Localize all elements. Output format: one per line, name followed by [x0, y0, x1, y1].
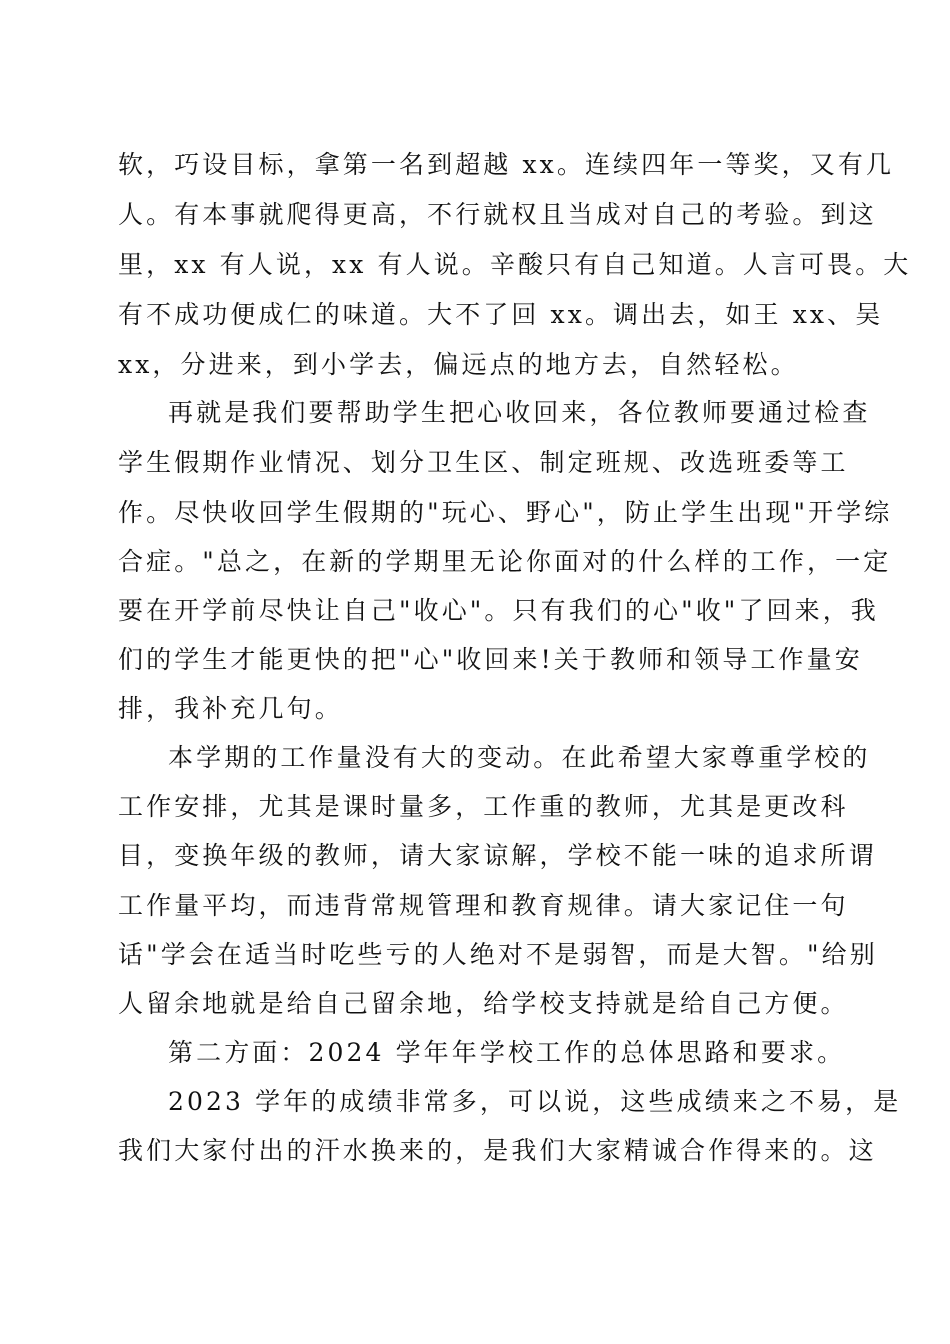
- text-line: 人留余地就是给自己留余地，给学校支持就是给自己方便。: [118, 989, 849, 1018]
- text-line: 人。有本事就爬得更高，不行就权且当成对自己的考验。到这: [118, 200, 877, 229]
- text-line: 有不成功便成仁的味道。大不了回 xx。调出去，如王 xx、吴: [118, 300, 884, 329]
- text-line: 目，变换年级的教师，请大家谅解，学校不能一味的追求所谓: [118, 841, 877, 870]
- text-line: 学生假期作业情况、划分卫生区、制定班规、改选班委等工: [118, 448, 849, 477]
- text-line: xx，分进来，到小学去，偏远点的地方去，自然轻松。: [118, 350, 799, 379]
- paragraph-first-line: 再就是我们要帮助学生把心收回来，各位教师要通过检查: [168, 398, 871, 427]
- text-line: 合症。"总之，在新的学期里无论你面对的什么样的工作，一定: [118, 547, 892, 576]
- text-line: 作。尽快收回学生假期的"玩心、野心"，防止学生出现"开学综: [118, 498, 893, 527]
- paragraph-first-line: 2023 学年的成绩非常多，可以说，这些成绩来之不易，是: [168, 1087, 902, 1116]
- text-line: 工作量平均，而违背常规管理和教育规律。请大家记住一句: [118, 891, 849, 920]
- section-heading: 第二方面：2024 学年年学校工作的总体思路和要求。: [168, 1038, 846, 1067]
- text-line: 排，我补充几句。: [118, 694, 343, 723]
- text-line: 我们大家付出的汗水换来的，是我们大家精诚合作得来的。这: [118, 1136, 877, 1165]
- paragraph-first-line: 本学期的工作量没有大的变动。在此希望大家尊重学校的: [168, 743, 871, 772]
- text-line: 话"学会在适当时吃些亏的人绝对不是弱智，而是大智。"给别: [118, 940, 878, 969]
- text-line: 工作安排，尤其是课时量多，工作重的教师，尤其是更改科: [118, 792, 849, 821]
- text-line: 里，xx 有人说，xx 有人说。辛酸只有自己知道。人言可畏。大: [118, 250, 912, 279]
- text-line: 软，巧设目标，拿第一名到超越 xx。连续四年一等奖，又有几: [118, 150, 895, 179]
- text-line: 要在开学前尽快让自己"收心"。只有我们的心"收"了回来，我: [118, 596, 879, 625]
- text-line: 们的学生才能更快的把"心"收回来!关于教师和领导工作量安: [118, 645, 863, 674]
